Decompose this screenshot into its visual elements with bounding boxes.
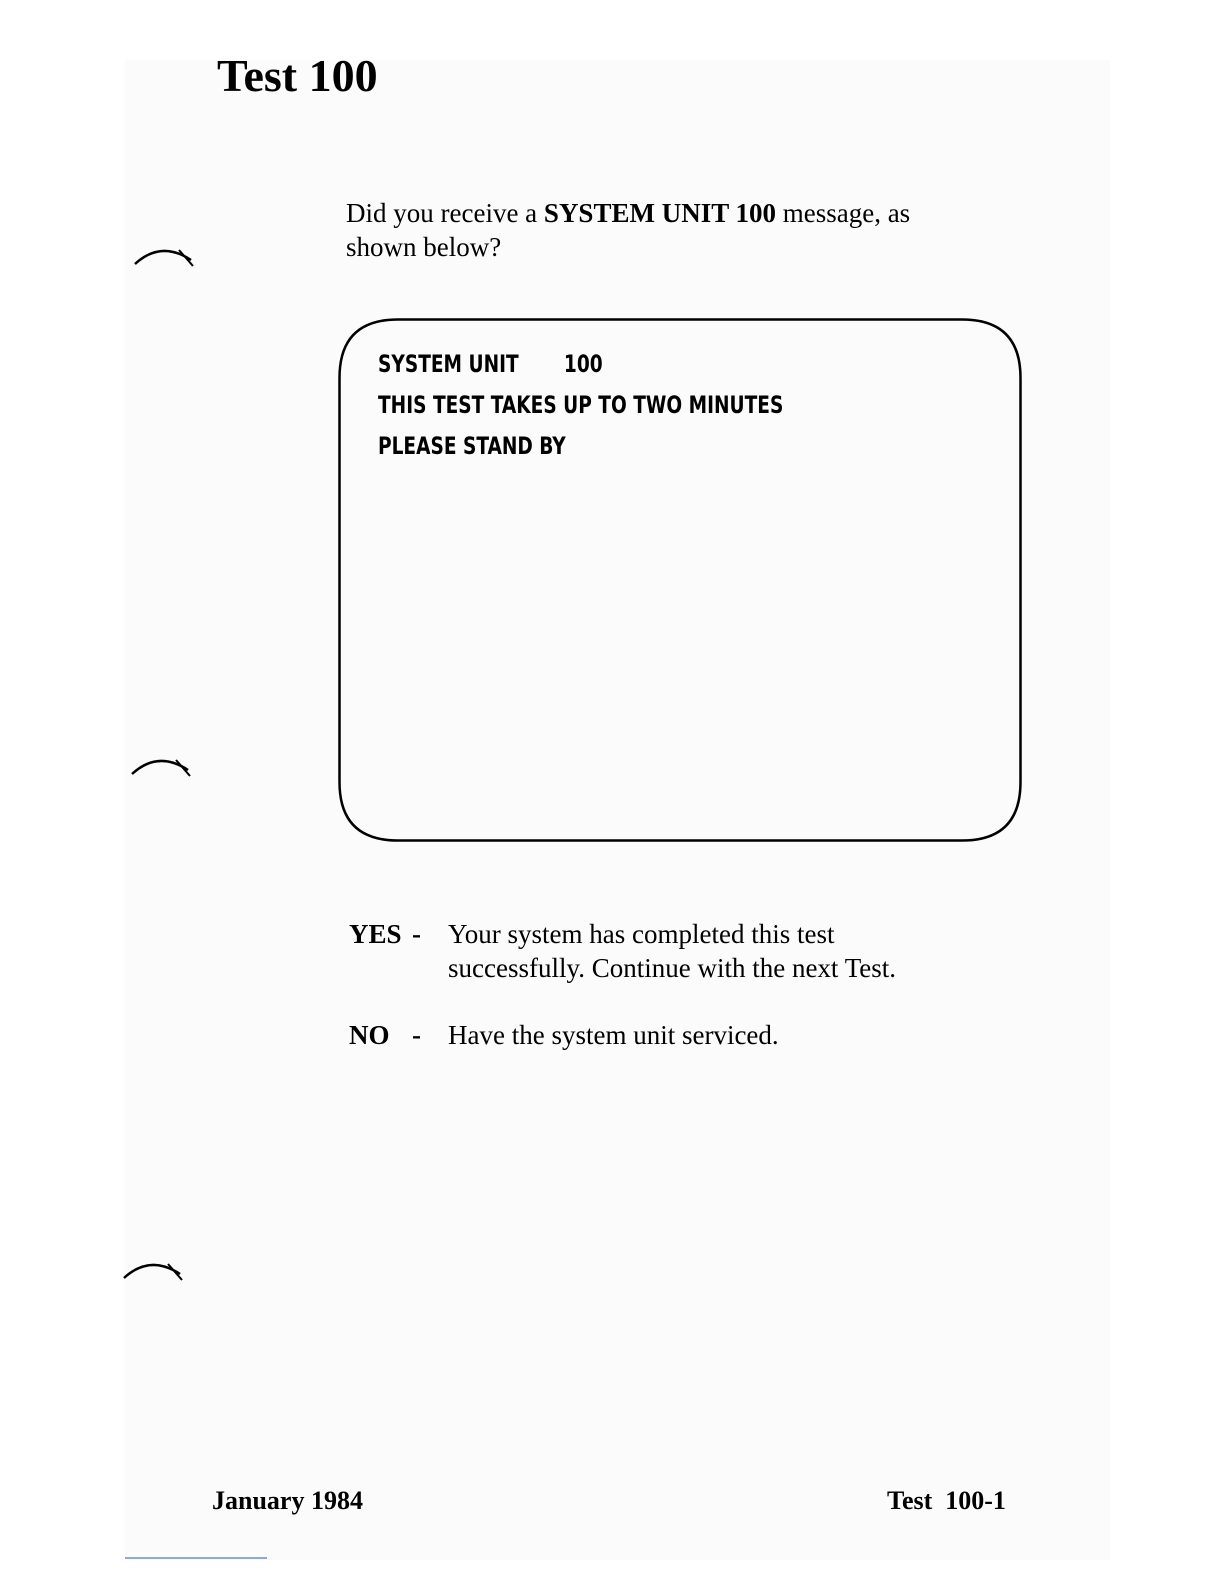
answer-yes-line1: Your system has completed this test <box>448 919 835 949</box>
answer-yes-key: YES <box>349 919 402 949</box>
binder-hole-mark-middle <box>130 754 194 784</box>
screen-line-test-duration: THIS TEST TAKES UP TO TWO MINUTES <box>378 391 784 419</box>
question-highlight: SYSTEM UNIT 100 <box>543 198 776 228</box>
answer-yes-dash: - <box>412 919 421 949</box>
screen-line-stand-by: PLEASE STAND BY <box>378 432 566 460</box>
question-suffix: message, as shown below? <box>346 198 911 262</box>
footer-date: January 1984 <box>212 1486 363 1515</box>
binder-hole-mark-bottom <box>122 1258 186 1288</box>
answer-no-dash: - <box>412 1020 421 1050</box>
answer-yes-line2: successfully. Continue with the next Test. <box>448 953 897 983</box>
question-prefix: Did you receive a <box>346 198 544 228</box>
scan-edge-line <box>125 1557 267 1559</box>
screen-line-system-unit: SYSTEM UNIT 100 <box>378 350 603 378</box>
question-text <box>346 196 986 264</box>
binder-hole-mark-top <box>133 244 197 274</box>
answer-no-text: Have the system unit serviced. <box>448 1020 779 1050</box>
answer-no-key: NO <box>349 1020 390 1050</box>
footer-page-label: Test 100-1 <box>887 1486 1006 1515</box>
page-title: Test 100 <box>217 50 378 101</box>
